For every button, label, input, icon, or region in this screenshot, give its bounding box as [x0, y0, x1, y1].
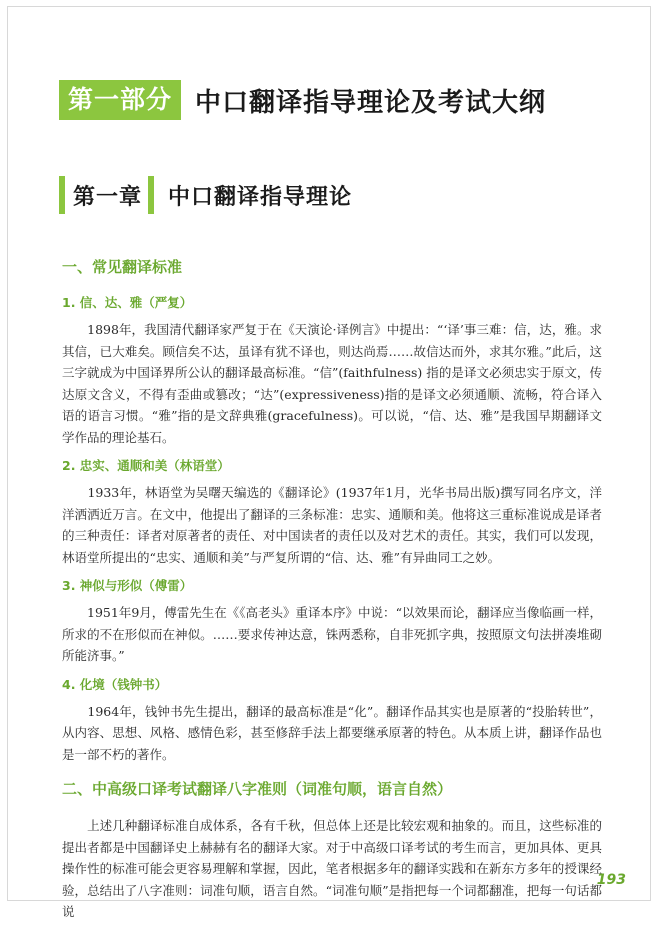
subsection-heading: 2. 忠实、通顺和美（林语堂） [62, 458, 230, 473]
paragraph: 1898年，我国清代翻译家严复于在《天演论·译例言》中提出：“‘译’事三难：信，达，雅。求其信，已大难矣。顾信矣不达，虽译有犹不译也，则达尚焉……故信达而外，求其尔雅。”此后，这三字就成为中国译界所公认的翻译最高标准。“信”(faithfulness) 指的是译文必须忠实于原文，传达原文含义，不得有歪曲或篡改；“达”(expressiveness)指的是译文必须通顺、流畅，符合译入语的语言习惯。“雅”指的是文辞典雅(gracefulness)。可以说，“信、达、雅”是我国早期翻译文学作品的理论基石。 [62, 322, 602, 445]
chapter-bar-right [148, 176, 154, 214]
section-heading: 一、常见翻译标准 [62, 258, 183, 276]
part-title [59, 79, 546, 121]
chapter-badge: 第一章 [73, 183, 143, 210]
paragraph: 1951年9月，傅雷先生在《《高老头》重译本序》中说：“以效果而论，翻译应当像临画一样，所求的不在形似而在神似。……要求传神达意，铢两悉称，自非死抓字典，按照原文句法拼凑堆砌所能济事。” [62, 605, 602, 663]
subsection-heading: 4. 化境（钱钟书） [62, 676, 168, 692]
section-heading: 二、中高级口译考试翻译八字准则（词准句顺，语言自然） [62, 780, 453, 798]
paragraph: 上述几种翻译标准自成体系，各有千秋，但总体上还是比较宏观和抽象的。而且，这些标准的提出者都是中国翻译史上赫赫有名的翻译大家。对于中高级口译考试的考生而言，更加具体、更具操作性的标准可能会更容易理解和掌握，因此，笔者根据多年的翻译实践和在新东方多年的授课经验，总结出了八字准则：词准句顺，语言自然。“词准句顺”是指把每一个词都翻准，把每一句话都说 [62, 818, 602, 919]
subsection-heading: 1. 信、达、雅（严复） [62, 295, 193, 310]
part-badge: 第一部分 [59, 80, 181, 120]
paragraph: 1933年，林语堂为吴曙天编选的《翻译论》(1937年1月，光华书局出版)撰写同名序文，洋洋洒洒近万言。在文中，他提出了翻译的三条标准：忠实、通顺和美。他将这三重标准说成是译者的三种责任：译者对原著者的责任、对中国读者的责任以及对艺术的责任。其实，我们可以发现，林语堂所提出的“忠实、通顺和美”与严复所谓的“信、达、雅”有异曲同工之妙。 [62, 485, 602, 565]
chapter-title-text: 中口翻译指导理论 [168, 184, 353, 210]
subsection-heading: 3. 神似与形似（傅雷） [62, 578, 193, 593]
page-content [62, 257, 602, 931]
part-title-text: 中口翻译指导理论及考试大纲 [195, 87, 547, 118]
paragraph: 1964年，钱钟书先生提出，翻译的最高标准是“化”。翻译作品其实也是原著的“投胎转世”，从内容、思想、风格、感情色彩，甚至修辞手法上都要继承原著的特色。从本质上讲，翻译作品也是一部不朽的著作。 [62, 703, 602, 762]
chapter-title [59, 176, 352, 214]
page-number: 193 [596, 872, 626, 888]
